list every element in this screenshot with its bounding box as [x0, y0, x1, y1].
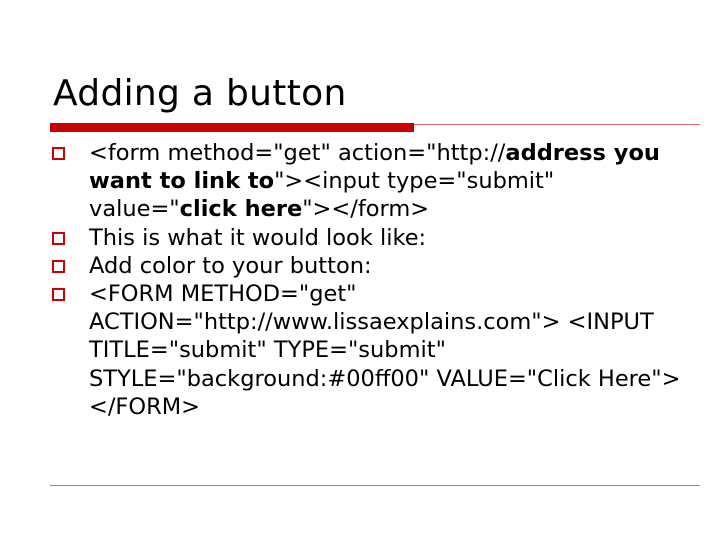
bullet-text-segment: Add color to your button: — [89, 252, 372, 279]
bullet-text-bold: click here — [179, 196, 303, 223]
bullet-text-segment: <form method="get" action="http:// — [89, 140, 506, 166]
bullet-text-segment: This is what it would look like: — [89, 224, 427, 251]
bullet-item — [50, 252, 700, 280]
bullet-text-segment: "><input type="submit" value=" — [89, 168, 562, 223]
bullet-text-segment: "></form> — [302, 196, 430, 223]
title-underline-accent — [50, 123, 414, 132]
bullet-item — [50, 224, 700, 252]
bullet-item — [50, 280, 700, 421]
hollow-square-icon — [52, 232, 65, 245]
hollow-square-icon — [52, 147, 65, 160]
bullet-item — [50, 139, 700, 224]
bullet-list — [50, 139, 700, 421]
hollow-square-icon — [52, 288, 65, 301]
bullet-text-segment: <FORM METHOD="get" ACTION="http://www.lissaexplains.com"> <INPUT TITLE="submit" TYPE="submit" STYLE="background:#00ff00" VALUE="Click Here"></FORM> — [89, 281, 681, 420]
bullet-text-bold: address you want to link to — [89, 140, 668, 195]
hollow-square-icon — [52, 260, 65, 273]
slide-title: Adding a button — [53, 73, 347, 114]
footer-rule — [50, 485, 700, 486]
